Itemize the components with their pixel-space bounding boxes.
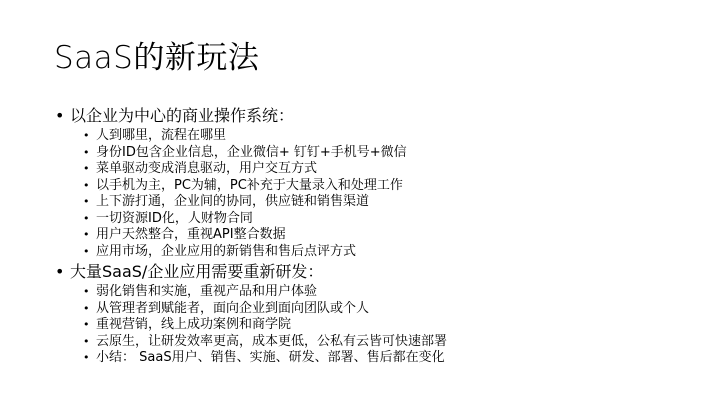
sub-list bbox=[54, 128, 694, 260]
list-item bbox=[54, 145, 694, 162]
list-item-text: 人到哪里，流程在哪里 bbox=[96, 128, 227, 143]
bullet-dot-icon: • bbox=[83, 285, 90, 298]
list-item-text: 上下游打通，企业间的协同，供应链和销售渠道 bbox=[96, 194, 370, 209]
list-item-text: 以手机为主，PC为辅，PC补充于大量录入和处理工作 bbox=[96, 177, 403, 193]
section-1 bbox=[54, 104, 694, 260]
bullet-dot-icon: • bbox=[83, 318, 90, 331]
slide-title: SaaS的新玩法 bbox=[54, 40, 260, 76]
bullet-dot-icon: • bbox=[83, 129, 90, 142]
list-item bbox=[54, 211, 694, 228]
bullet-dot-icon: • bbox=[55, 106, 65, 125]
list-item-text: 一切资源ID化，人财物合同 bbox=[96, 210, 253, 226]
list-item-text: 应用市场，企业应用的新销售和售后点评方式 bbox=[96, 243, 357, 259]
bullet-dot-icon: • bbox=[83, 162, 90, 175]
bullet-dot-icon: • bbox=[55, 262, 65, 281]
list-item bbox=[54, 301, 694, 318]
list-item bbox=[54, 227, 694, 244]
sub-list bbox=[54, 284, 694, 367]
list-item bbox=[54, 178, 694, 195]
list-item bbox=[54, 161, 694, 178]
list-item bbox=[54, 128, 694, 145]
list-item bbox=[54, 194, 694, 211]
list-item-text: 身份ID包含企业信息，企业微信+ 钉钉+手机号+微信 bbox=[96, 144, 407, 160]
section-heading bbox=[54, 104, 694, 128]
list-item bbox=[54, 350, 694, 367]
bullet-list bbox=[54, 104, 694, 367]
list-item-text: 从管理者到赋能者，面向企业到面向团队或个人 bbox=[96, 300, 370, 316]
list-item-text: 重视营销，线上成功案例和商学院 bbox=[96, 317, 292, 332]
list-item-text: 弱化销售和实施，重视产品和用户体验 bbox=[96, 284, 318, 299]
list-item-text: 云原生，让研发效率更高，成本更低，公私有云皆可快速部署 bbox=[96, 333, 448, 349]
list-item bbox=[54, 334, 694, 351]
bullet-dot-icon: • bbox=[83, 351, 90, 364]
bullet-dot-icon: • bbox=[83, 244, 90, 258]
section-heading-text: 大量SaaS/企业应用需要重新研发： bbox=[70, 262, 324, 281]
bullet-dot-icon: • bbox=[83, 334, 90, 348]
bullet-dot-icon: • bbox=[83, 228, 90, 241]
bullet-dot-icon: • bbox=[83, 145, 90, 159]
list-item bbox=[54, 317, 694, 334]
bullet-dot-icon: • bbox=[83, 178, 90, 192]
bullet-dot-icon: • bbox=[83, 211, 90, 225]
bullet-dot-icon: • bbox=[83, 301, 90, 315]
section-heading bbox=[54, 260, 694, 284]
list-item-text: 菜单驱动变成消息驱动，用户交互方式 bbox=[96, 161, 318, 176]
list-item-text: 用户天然整合，重视API整合数据 bbox=[96, 227, 286, 242]
list-item bbox=[54, 244, 694, 261]
list-item bbox=[54, 284, 694, 301]
bullet-dot-icon: • bbox=[83, 195, 90, 208]
section-heading-text: 以企业为中心的商业操作系统： bbox=[70, 106, 295, 125]
list-item-text: 小结： SaaS用户、销售、实施、研发、部署、售后都在变化 bbox=[96, 350, 445, 365]
section-2 bbox=[54, 260, 694, 367]
